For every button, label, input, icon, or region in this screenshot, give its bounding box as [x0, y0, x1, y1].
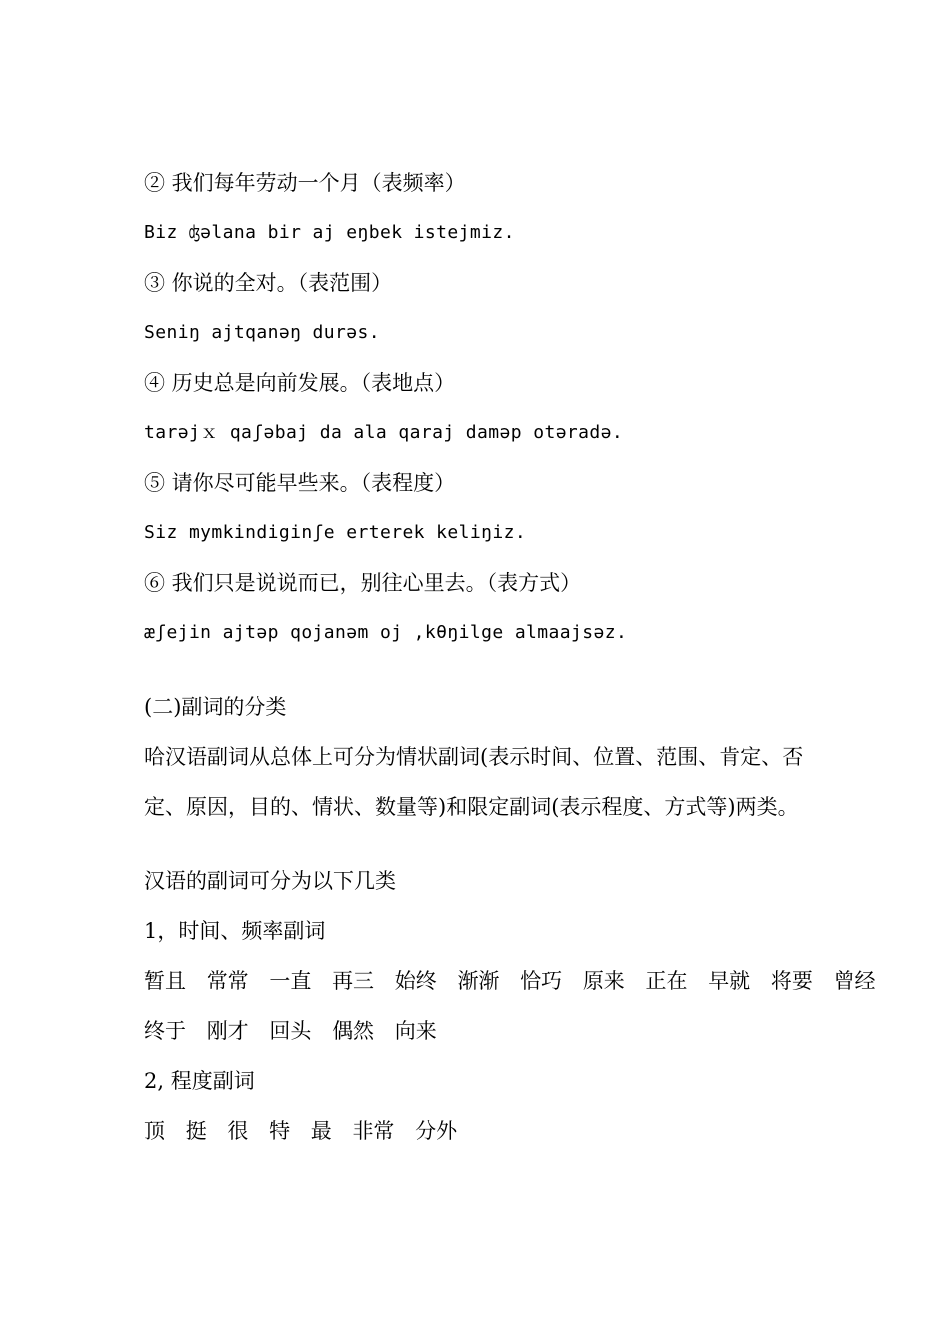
degree-adverbs-heading: 2, 程度副词 [144, 1069, 255, 1093]
word: 特 [269, 1119, 291, 1143]
word: 刚才 [206, 1019, 249, 1043]
word: 偶然 [332, 1019, 375, 1043]
example-5-chinese: ⑤ 请你尽可能早些来。（表程度） [144, 471, 456, 495]
section-heading: (二)副词的分类 [144, 695, 287, 719]
word: 正在 [645, 969, 688, 993]
word: 分外 [415, 1119, 458, 1143]
word: 顶 [144, 1119, 165, 1143]
word: 始终 [394, 969, 437, 993]
word: 终于 [144, 1019, 186, 1043]
adverb-intro: 汉语的副词可分为以下几类 [144, 869, 396, 893]
example-3-chinese: ③ 你说的全对。（表范围） [144, 271, 393, 295]
time-adverbs-row-2 [144, 1006, 844, 1056]
word: 非常 [352, 1119, 395, 1143]
example-4-kazakh: tarəjｘ qaʃəbaj da ala qaraj daməp otəradə. [144, 422, 624, 443]
word: 曾经 [833, 969, 876, 993]
document-page [144, 158, 876, 1156]
example-6-kazakh: æʃejin ajtəp qojanəm oj ,kθŋilge almaajsəz. [144, 622, 628, 643]
word: 再三 [332, 969, 375, 993]
word: 回头 [269, 1019, 312, 1043]
example-3-kazakh: Seniŋ ajtqanəŋ durəs. [144, 322, 380, 343]
word: 很 [227, 1119, 249, 1143]
word: 挺 [185, 1119, 207, 1143]
word: 渐渐 [457, 969, 500, 993]
example-2-kazakh: Biz ʤəlana bir aj eŋbek istejmiz. [144, 222, 515, 243]
time-adverbs-heading: 1，时间、频率副词 [144, 919, 326, 943]
word: 一直 [269, 969, 312, 993]
section-paragraph: 哈汉语副词从总体上可分为情状副词(表示时间、位置、范围、肯定、否定、原因，目的、情状、数量等)和限定副词(表示程度、方式等)两类。 [144, 745, 804, 819]
word: 常常 [206, 969, 249, 993]
example-2-chinese: ② 我们每年劳动一个月（表频率） [144, 171, 466, 195]
word: 将要 [770, 969, 813, 993]
word: 向来 [394, 1019, 437, 1043]
word: 暂且 [144, 969, 186, 993]
time-adverbs-row-1 [144, 956, 876, 1006]
example-6-chinese: ⑥ 我们只是说说而已，别往心里去。（表方式） [144, 571, 582, 595]
spacer [144, 832, 844, 856]
degree-adverbs-row [144, 1106, 844, 1156]
word: 早就 [708, 969, 751, 993]
word: 原来 [582, 969, 625, 993]
spacer [144, 658, 844, 682]
word: 恰巧 [520, 969, 563, 993]
word: 最 [310, 1119, 332, 1143]
example-5-kazakh: Siz mymkindiginʃe erterek keliŋiz. [144, 522, 527, 543]
example-4-chinese: ④ 历史总是向前发展。（表地点） [144, 371, 456, 395]
